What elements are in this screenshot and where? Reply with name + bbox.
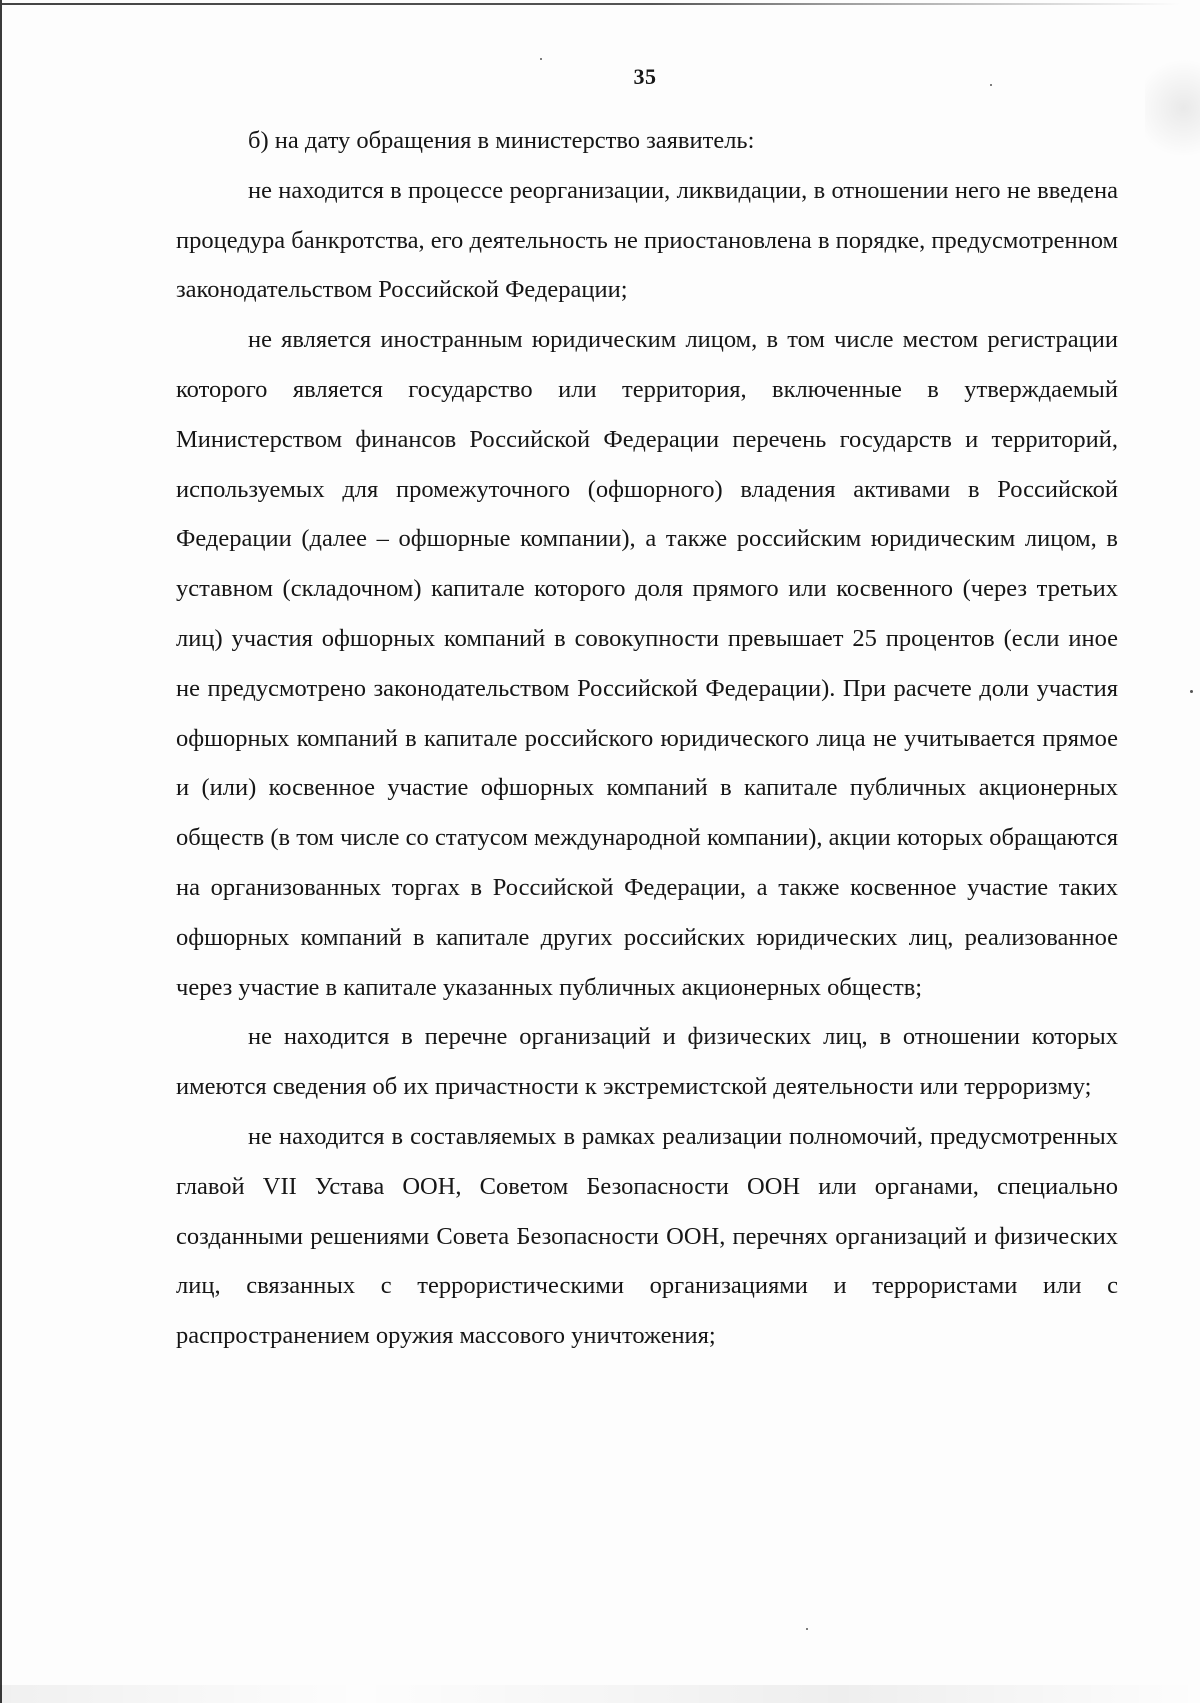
scan-speck [1190,690,1193,693]
page-number: 35 [633,64,657,89]
paragraph: б) на дату обращения в министерство заявитель: [248,127,755,154]
scan-speck [806,1628,808,1630]
paragraph: не находится в составляемых в рамках реализации полномочий, предусмотренных главой VII Устава ООН, Советом Безопасности ООН или органами, специально созданными решениями Совета Безопасности ООН, перечнях организаций и физических лиц, связанных с террористическими организациями и террористами или с распространением оружия массового уничтожения; [176,1122,1118,1350]
paragraph: не находится в перечне организаций и физических лиц, в отношении которых имеются сведения об их причастности к экстремистской деятельности или терроризму; [176,1023,1118,1101]
paragraph: не является иностранным юридическим лицом, в том числе местом регистрации которого является государство или территория, включенные в утверждаемый Министерством финансов Российской Федерации перечень государств и территорий, используемых для промежуточного (офшорного) владения активами в Российской Федерации (далее – офшорные компании), а также российским юридическим лицом, в уставном (складочном) капитале которого доля прямого или косвенного (через третьих лиц) участия офшорных компаний в совокупности превышает 25 процентов (если иное не предусмотрено законодательством Российской Федерации). При расчете доли участия офшорных компаний в капитале российского юридического лица не учитывается прямое и (или) косвенное участие офшорных компаний в капитале публичных акционерных обществ (в том числе со статусом международной компании), акции которых обращаются на организованных торгах в Российской Федерации, а также косвенное участие таких офшорных компаний в капитале других российских юридических лиц, реализованное через участие в капитале указанных публичных акционерных обществ; [176,326,1118,1001]
scan-edge-left [0,0,2,1703]
scan-noise-bottom [0,1685,1200,1703]
scan-edge-top [0,3,1180,5]
scan-speck [540,58,542,60]
paragraph: не находится в процессе реорганизации, ликвидации, в отношении него не введена процедура банкротства, его деятельность не приостановлена в порядке, предусмотренном законодательством Российской Федерации; [176,176,1118,304]
document-body [176,116,1118,1361]
